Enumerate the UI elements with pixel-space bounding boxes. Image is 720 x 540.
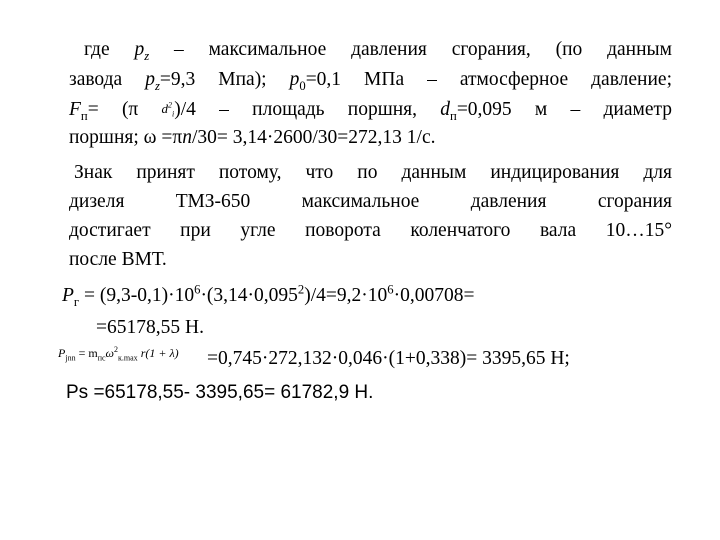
subscript: г xyxy=(73,294,80,309)
symbol-omega: ω xyxy=(105,346,115,360)
text: /30= 3,14·2600/30=272,13 1/с. xyxy=(191,127,436,148)
text: = m xyxy=(75,346,98,360)
text: =0,745·272,132·0,046·(1+0,338)= 3395,65 Н; xyxy=(207,348,570,369)
text: где xyxy=(84,39,135,60)
text: )/4 – площадь поршня, xyxy=(174,99,441,120)
text: дизеля ТМЗ-650 максимальное давления сгорания xyxy=(69,191,672,212)
formula-ps xyxy=(66,381,373,405)
text: = (π xyxy=(87,99,162,120)
text: ·0,00708= xyxy=(393,285,475,306)
paragraph-2-line-3 xyxy=(69,219,672,243)
subscript: пс xyxy=(97,353,106,363)
paragraph-1-line-4 xyxy=(69,126,435,150)
text: =65178,55 Н. xyxy=(96,317,204,338)
symbol-n: n xyxy=(182,127,192,148)
superscript: 6 xyxy=(387,282,394,297)
text: =0,095 м – диаметр xyxy=(456,99,673,120)
formula-pg-line-2 xyxy=(96,316,204,340)
paragraph-2-line-1 xyxy=(74,161,672,185)
subscript: z xyxy=(144,48,150,63)
symbol-pz: p xyxy=(134,39,145,60)
formula-pj-image xyxy=(58,346,208,376)
symbol-p0: p xyxy=(289,69,300,90)
paragraph-1-line-3 xyxy=(69,97,672,122)
subscript: z xyxy=(154,78,160,93)
superscript: 2 xyxy=(114,345,119,354)
paragraph-1-line-1 xyxy=(84,38,672,62)
text: поршня; ω =π xyxy=(69,127,183,148)
text: )/4=9,2·10 xyxy=(304,285,388,306)
symbol-d: d xyxy=(161,101,169,116)
superscript: 2 xyxy=(168,100,173,110)
symbol-pz: p xyxy=(145,69,155,90)
subscript: п xyxy=(450,108,457,123)
text: Ps =65178,55- 3395,65= 61782,9 Н. xyxy=(66,382,374,403)
subscript: 0 xyxy=(299,78,306,93)
paragraph-1-line-2 xyxy=(69,68,672,92)
formula-d-squared xyxy=(161,100,175,119)
text: Знак принят потому, что по данным индицирования для xyxy=(74,162,672,183)
text: завода xyxy=(69,69,146,90)
text: ·(3,14·0,095 xyxy=(200,285,298,306)
subscript: jnn xyxy=(65,353,76,363)
text: достигает при угле поворота коленчатого вала 10…15° xyxy=(69,220,672,241)
text: после ВМТ. xyxy=(69,249,167,270)
text: r(1 + λ) xyxy=(137,346,179,360)
subscript: i xyxy=(172,109,175,119)
symbol-P: P xyxy=(58,346,66,360)
superscript: 2 xyxy=(297,282,305,297)
paragraph-2-line-2 xyxy=(69,190,672,214)
text: – максимальное давления сгорания, (по данным xyxy=(149,39,672,60)
text: =9,3 Мпа); xyxy=(159,69,290,90)
formula-pj-value xyxy=(207,347,570,371)
text: = (9,3-0,1)·10 xyxy=(79,285,195,306)
paragraph-2-line-4 xyxy=(69,248,167,272)
symbol-F: F xyxy=(69,99,81,120)
text: =0,1 МПа – атмосферное давление; xyxy=(305,69,672,90)
superscript: 6 xyxy=(194,282,201,297)
subscript: к.max xyxy=(118,353,138,363)
subscript: п xyxy=(80,108,88,123)
symbol-d: d xyxy=(440,99,451,120)
symbol-P: P xyxy=(62,285,74,306)
formula-pg-line-1 xyxy=(62,284,474,308)
